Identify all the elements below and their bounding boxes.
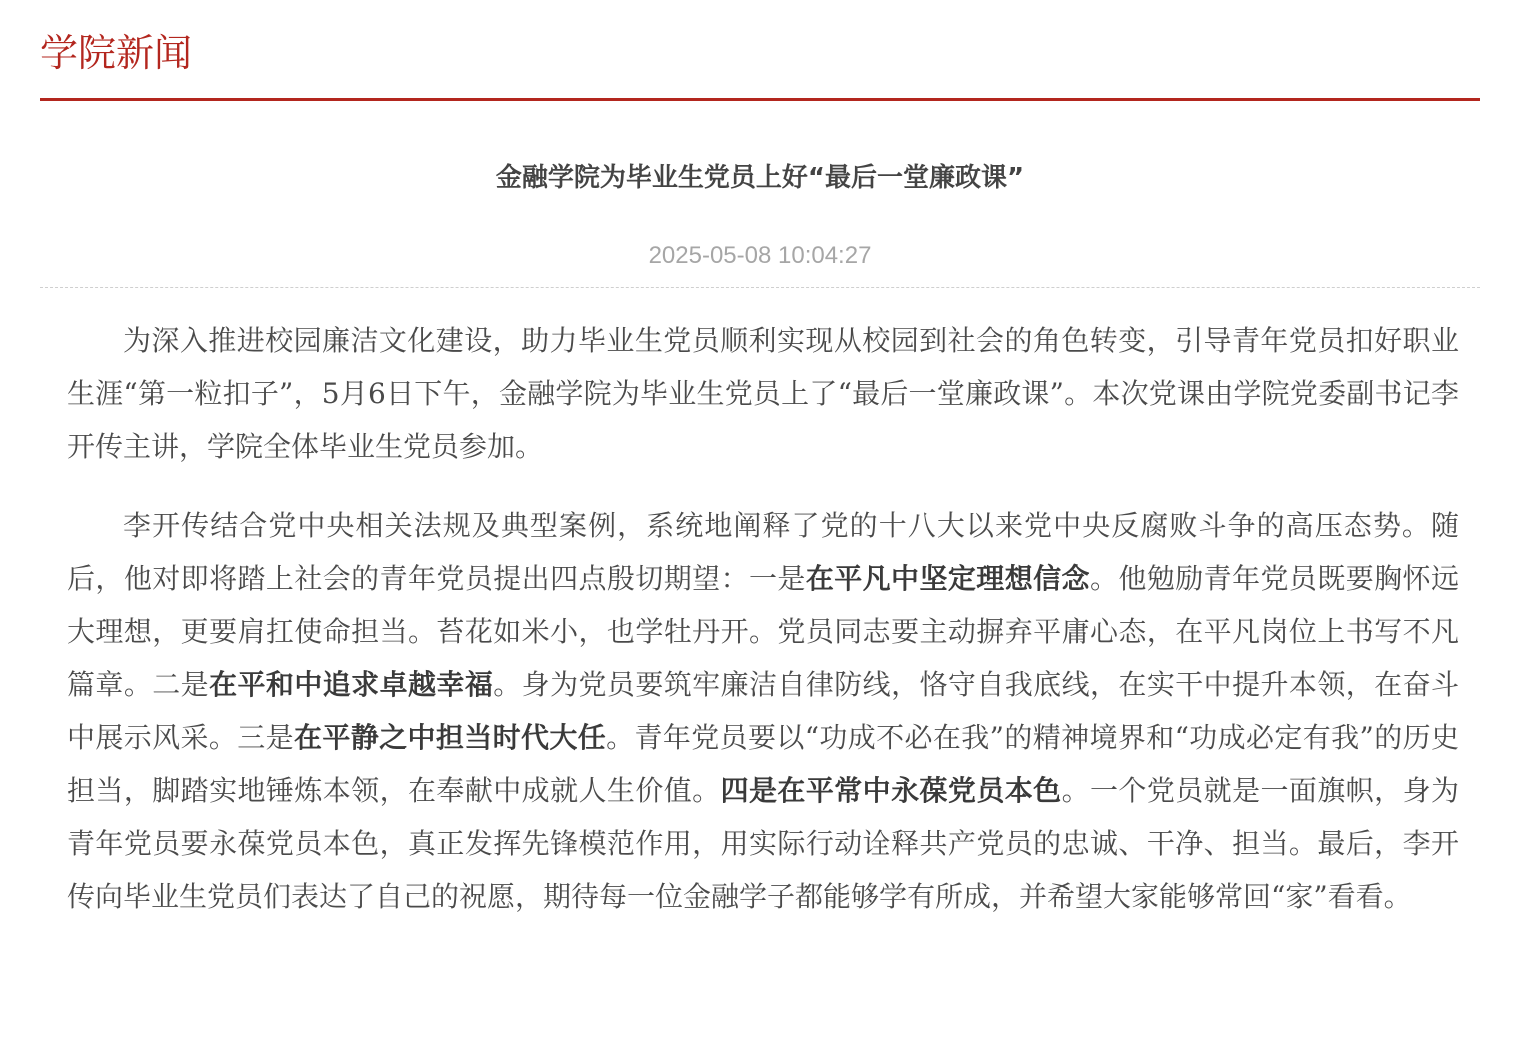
paragraph-text: 。一个党员就是一面旗帜，身为青年党员要永葆党员本色，真正发挥先锋模范作用，用实际行动诠释共产党员的忠诚、干净、担当。最后，李开传向毕业生党员们表达了自己的祝愿，期待每一位金融学子都能够学有所成，并希望大家能够常回“家”看看。: [67, 774, 1459, 913]
article-body: [67, 314, 1459, 949]
article-paragraph-2: [67, 499, 1459, 923]
paragraph-text: 。他勉励青年党员既要胸怀远大理想，更要肩扛使命担当。苔花如米小，也学牡丹开。党员同志要主动摒弃平庸心态，在平凡岗位上书写不凡篇章。二是: [67, 562, 1459, 701]
title-divider: [40, 287, 1480, 288]
emphasis-text: 在平凡中坚定理想信念: [805, 562, 1090, 595]
section-header: [40, 0, 1480, 101]
paragraph-text: 。身为党员要筑牢廉洁自律防线，恪守自我底线，在实干中提升本领，在奋斗中展示风采。三是: [67, 668, 1459, 754]
emphasis-text: 在平静之中担当时代大任: [294, 721, 607, 754]
emphasis-text: 在平和中追求卓越幸福: [209, 668, 494, 701]
paragraph-text: 李开传结合党中央相关法规及典型案例，系统地阐释了党的十八大以来党中央反腐败斗争的高压态势。随后，他对即将踏上社会的青年党员提出四点殷切期望：一是: [67, 509, 1459, 595]
article-title: 金融学院为毕业生党员上好“最后一堂廉政课”: [495, 163, 1025, 193]
paragraph-text: 。青年党员要以“功成不必在我”的精神境界和“功成必定有我”的历史担当，脚踏实地锤炼本领，在奉献中成就人生价值。: [67, 721, 1459, 807]
article-date: 2025-05-08 10:04:27: [648, 242, 872, 269]
section-title[interactable]: 学院新闻: [40, 31, 193, 75]
news-page: [40, 0, 1480, 1044]
emphasis-text: 四是在平常中永葆党员本色: [720, 774, 1062, 807]
article-paragraph-1: 为深入推进校园廉洁文化建设，助力毕业生党员顺利实现从校园到社会的角色转变，引导青年党员扣好职业生涯“第一粒扣子”，5月6日下午，金融学院为毕业生党员上了“最后一堂廉政课”。本次党课由学院党委副书记李开传主讲，学院全体毕业生党员参加。: [67, 324, 1459, 463]
